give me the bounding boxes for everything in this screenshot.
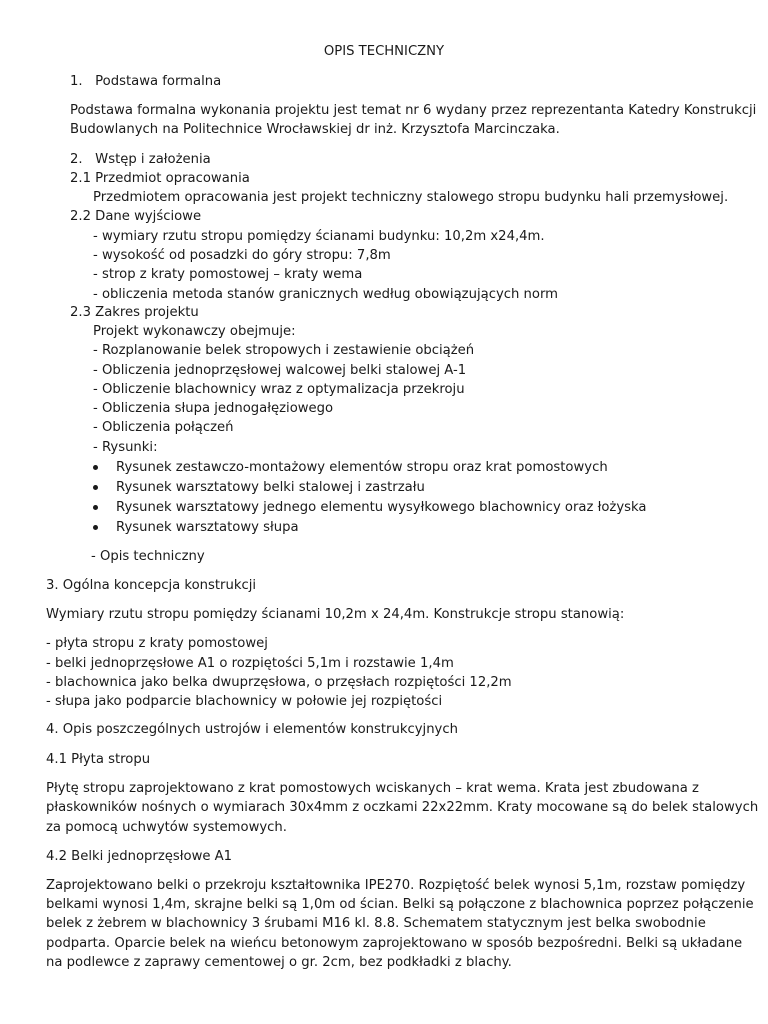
structure-item: - słupa jako podparcie blachownicy w połowie jej rozpiętości	[46, 694, 443, 709]
input-data-item: - wysokość od posadzki do góry stropu: 7,8m	[93, 248, 391, 263]
subsection-4-2-line: podparta. Oparcie belek na wieńcu betonowym zaprojektowano w sposób bezpośredni. Belki są układane	[46, 936, 743, 951]
subsection-4-2-heading: 4.2 Belki jednoprzęsłowe A1	[46, 849, 233, 864]
document-title: OPIS TECHNICZNY	[323, 44, 445, 59]
drawing-item: Rysunek warsztatowy słupa	[116, 520, 299, 535]
section-4-heading: 4. Opis poszczególnych ustrojów i elementów konstrukcyjnych	[46, 722, 458, 737]
bullet-icon	[93, 485, 98, 490]
structure-item: - płyta stropu z kraty pomostowej	[46, 636, 268, 651]
subsection-4-1-line: płaskowników nośnych o wymiarach 30x4mm z oczkami 22x22mm. Kraty mocowane są do belek stalowych	[46, 800, 759, 815]
input-data-item: - strop z kraty pomostowej – kraty wema	[93, 267, 363, 282]
subsection-4-2-line: na podlewce z zaprawy cementowej o gr. 2cm, bez podkładki z blachy.	[46, 955, 512, 970]
input-data-item: - wymiary rzutu stropu pomiędzy ścianami budynku: 10,2m x24,4m.	[93, 229, 545, 244]
scope-item: - Obliczenia połączeń	[93, 420, 234, 435]
subsection-4-2-line: belkami wynosi 1,4m, skrajne belki są 1,0m od ścian. Belki są połączone z blachownica poprzez połączenie	[46, 897, 754, 912]
subsection-4-2-line: belek z żebrem w blachownicy 3 śrubami M16 kl. 8.8. Schematem statycznym jest belka swobodnie	[46, 916, 706, 931]
scope-item: - Obliczenie blachownicy wraz z optymalizacja przekroju	[93, 382, 465, 397]
bullet-icon	[93, 465, 98, 470]
section-1-paragraph-line-1: Podstawa formalna wykonania projektu jest temat nr 6 wydany przez reprezentanta Katedry Konstrukcji	[70, 103, 757, 118]
input-data-item: - obliczenia metoda stanów granicznych według obowiązujących norm	[93, 287, 559, 302]
structure-item: - belki jednoprzęsłowe A1 o rozpiętości 5,1m i rozstawie 1,4m	[46, 656, 454, 671]
scope-item-description: - Opis techniczny	[91, 549, 205, 564]
subsection-4-2-line: Zaprojektowano belki o przekroju kształtownika IPE270. Rozpiętość belek wynosi 5,1m, rozstaw pomiędzy	[46, 878, 746, 893]
subsection-4-1-heading: 4.1 Płyta stropu	[46, 752, 151, 767]
section-3-paragraph: Wymiary rzutu stropu pomiędzy ścianami 10,2m x 24,4m. Konstrukcje stropu stanowią:	[46, 607, 625, 622]
subsection-4-1-line: za pomocą uchwytów systemowych.	[46, 820, 287, 835]
section-2-heading: 2. Wstęp i założenia	[70, 152, 211, 167]
drawing-item: Rysunek zestawczo-montażowy elementów stropu oraz krat pomostowych	[116, 460, 608, 475]
scope-item: - Rysunki:	[93, 440, 158, 455]
subsection-2-1-heading: 2.1 Przedmiot opracowania	[70, 171, 250, 186]
scope-item: - Obliczenia słupa jednogałęziowego	[93, 401, 334, 416]
subsection-2-3-heading: 2.3 Zakres projektu	[70, 305, 199, 320]
subsection-4-1-line: Płytę stropu zaprojektowano z krat pomostowych wciskanych – krat wema. Krata jest zbudowana z	[46, 781, 699, 796]
subsection-2-2-heading: 2.2 Dane wyjściowe	[70, 209, 202, 224]
bullet-icon	[93, 505, 98, 510]
scope-item: - Obliczenia jednoprzęsłowej walcowej belki stalowej A-1	[93, 363, 467, 378]
drawing-item: Rysunek warsztatowy belki stalowej i zastrzału	[116, 480, 425, 495]
bullet-icon	[93, 525, 98, 530]
section-3-heading: 3. Ogólna koncepcja konstrukcji	[46, 578, 257, 593]
structure-item: - blachownica jako belka dwuprzęsłowa, o przęsłach rozpiętości 12,2m	[46, 675, 512, 690]
subsection-2-1-text: Przedmiotem opracowania jest projekt techniczny stalowego stropu budynku hali przemysłowej.	[93, 190, 729, 205]
drawing-item: Rysunek warsztatowy jednego elementu wysyłkowego blachownicy oraz łożyska	[116, 500, 647, 515]
section-1-paragraph-line-2: Budowlanych na Politechnice Wrocławskiej dr inż. Krzysztofa Marcinczaka.	[70, 122, 560, 137]
section-1-heading: 1. Podstawa formalna	[70, 74, 222, 89]
scope-intro: Projekt wykonawczy obejmuje:	[93, 324, 296, 339]
scope-item: - Rozplanowanie belek stropowych i zestawienie obciążeń	[93, 343, 475, 358]
